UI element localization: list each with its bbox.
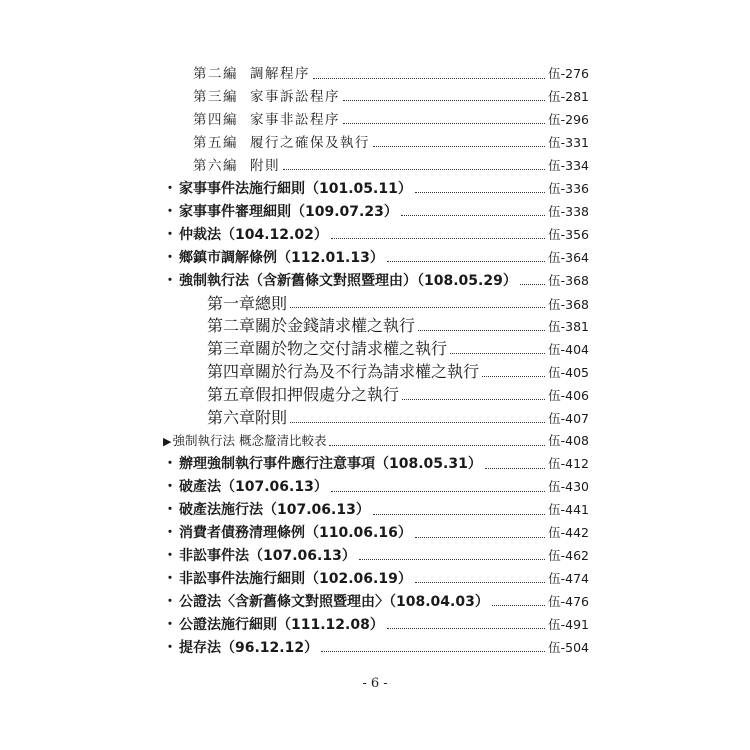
toc-entry-text: 關於物之交付請求權之執行 (255, 339, 448, 359)
dot-leader (415, 582, 545, 583)
bullet-icon: ・ (163, 525, 177, 541)
toc-entry-text: 強制執行法（含新舊條文對照暨理由）（108.05.29） (179, 272, 517, 289)
dot-leader (331, 238, 545, 239)
bullet-icon: ・ (163, 272, 177, 289)
toc-entry-page: 伍-364 (548, 249, 589, 265)
toc-entry-text: 家事事件審理細則（109.07.23） (179, 203, 398, 220)
dot-leader (373, 514, 545, 515)
toc-entry-page: 伍-405 (548, 365, 589, 381)
toc-entry (163, 270, 589, 292)
toc-entry-page: 伍-491 (548, 616, 589, 632)
toc-entry (193, 86, 589, 108)
toc-entry-page: 伍-381 (548, 319, 589, 335)
toc-entry-text: 總則 (255, 293, 288, 313)
toc-entry-title (163, 591, 489, 613)
bullet-icon: ・ (163, 502, 177, 519)
toc-entry-text: 提存法（96.12.12） (179, 639, 319, 656)
toc-entry-title (163, 522, 412, 544)
toc-entry-title (163, 545, 356, 567)
dot-leader (290, 422, 545, 423)
dot-leader (492, 605, 545, 606)
toc-entry-page: 伍-442 (548, 525, 589, 540)
toc-entry-title (193, 109, 340, 131)
dot-leader (343, 123, 545, 124)
toc-entry-text: 附則 (250, 157, 280, 174)
toc-entry-text: 關於金錢請求權之執行 (255, 316, 416, 336)
toc-entry (163, 247, 589, 269)
toc-entry-text: 非訟事件法（107.06.13） (179, 547, 356, 564)
dot-leader (321, 651, 545, 652)
toc-entry (193, 109, 589, 131)
toc-entry-title (207, 407, 287, 429)
toc-entry-number: 第二編 (193, 66, 238, 82)
toc-entry (207, 361, 589, 383)
toc-entry (193, 132, 589, 154)
toc-entry-title (193, 63, 310, 85)
toc-entry-page: 伍-404 (548, 342, 589, 358)
bullet-icon: ・ (163, 593, 177, 610)
toc-entry (163, 476, 589, 498)
toc-entry-number: 第六編 (193, 157, 238, 174)
toc-entry (163, 591, 589, 613)
toc-entry-text: 辦理強制執行事件應行注意事項（108.05.31） (179, 456, 482, 473)
toc-entry-number: 第四編 (193, 111, 238, 128)
toc-entry-number: 第五章 (207, 385, 256, 405)
toc-entry-page: 伍-476 (548, 593, 589, 609)
dot-leader (482, 376, 545, 377)
toc-entry-text: 鄉鎮市調解條例（112.01.13） (179, 249, 384, 266)
dot-leader (290, 307, 545, 308)
toc-entry-number: 第四章 (207, 362, 256, 382)
toc-entry-number: 第一章 (207, 293, 256, 313)
toc-entry-page: 伍-406 (548, 388, 589, 404)
bullet-icon: ・ (163, 203, 177, 220)
toc-entry (207, 315, 589, 337)
dot-leader (313, 78, 545, 79)
toc-entry (163, 614, 589, 636)
toc-entry-page: 伍-407 (548, 411, 589, 427)
dot-leader (329, 445, 545, 446)
toc-entry-text: 履行之確保及執行 (250, 134, 370, 151)
dot-leader (520, 284, 545, 285)
toc-entry-title (163, 430, 326, 453)
toc-entry-page: 伍-462 (548, 547, 589, 563)
toc-entry-text: 假扣押假處分之執行 (255, 385, 400, 405)
toc-entry-title (207, 384, 399, 406)
toc-entry (163, 224, 589, 246)
toc-entry (193, 155, 589, 177)
page-number: - 6 - (362, 676, 388, 691)
toc-entry-number: 第五編 (193, 134, 238, 151)
toc-entry-page: 伍-276 (548, 66, 589, 81)
dot-leader (450, 353, 545, 354)
toc-entry-text: 公證法〈含新舊條文對照暨理由〉（108.04.03） (179, 593, 489, 610)
toc-entry-title (193, 86, 340, 108)
toc-entry-text: 消費者債務清理條例（110.06.16） (179, 525, 412, 541)
bullet-icon: ・ (163, 456, 177, 473)
toc-entry (163, 522, 589, 544)
dot-leader (418, 330, 545, 331)
toc-entry-title (163, 614, 384, 636)
toc-entry-page: 伍-281 (548, 88, 589, 104)
dot-leader (283, 169, 545, 170)
bullet-icon: ・ (163, 570, 177, 587)
toc-entry-title (163, 637, 318, 659)
bullet-icon: ・ (163, 547, 177, 564)
toc-entry-title (163, 499, 370, 521)
toc-entry (163, 201, 589, 223)
toc-entry-page: 伍-408 (548, 433, 589, 449)
toc-entry (163, 453, 589, 475)
toc-entry-page: 伍-474 (548, 570, 589, 586)
toc-entry-page: 伍-338 (548, 203, 589, 219)
toc-entry-text: 強制執行法 概念釐清比較表 (172, 433, 327, 449)
toc-entry-text: 家事事件法施行細則（101.05.11） (179, 180, 412, 197)
toc-entry (207, 293, 589, 315)
dot-leader (387, 261, 545, 262)
toc-entry-page: 伍-356 (548, 226, 589, 242)
toc-entry-title (163, 568, 412, 590)
toc-entry (207, 407, 589, 429)
bullet-icon: ・ (163, 639, 177, 656)
bullet-icon: ・ (163, 226, 177, 243)
toc-entry-text: 調解程序 (250, 66, 310, 82)
toc-entry (207, 384, 589, 406)
toc-entry-text: 非訟事件法施行細則（102.06.19） (179, 570, 412, 587)
toc-entry-title (163, 178, 412, 200)
toc-entry-title (207, 293, 287, 315)
toc-entry-page: 伍-331 (548, 134, 589, 150)
dot-leader (343, 100, 545, 101)
arrow-bullet-icon: ▶ (163, 435, 172, 449)
toc-entry-title (193, 155, 280, 177)
toc-entry-title (163, 247, 384, 269)
dot-leader (359, 559, 545, 560)
toc-entry-page: 伍-430 (548, 479, 589, 495)
toc-entry-title (163, 201, 398, 223)
bullet-icon: ・ (163, 479, 177, 496)
toc-entry-title (193, 132, 370, 154)
toc-entry (163, 637, 589, 659)
toc-entry (163, 178, 589, 200)
toc-entry-title (207, 338, 447, 360)
dot-leader (401, 215, 545, 216)
toc-entry-page: 伍-368 (548, 296, 589, 312)
toc-entry-title (163, 476, 328, 498)
dot-leader (415, 537, 545, 538)
toc-entry (193, 63, 589, 85)
toc-entry-text: 破產法施行法（107.06.13） (179, 502, 370, 519)
toc-entry-number: 第三章 (207, 339, 256, 359)
toc-entry (163, 499, 589, 521)
toc-entry-number: 第二章 (207, 316, 256, 336)
toc-entry (163, 430, 589, 452)
toc-entry-page: 伍-336 (548, 180, 589, 196)
toc-entry-text: 附則 (255, 408, 288, 428)
toc-entry-page: 伍-504 (548, 639, 589, 655)
toc-entry-text: 關於行為及不行為請求權之執行 (255, 362, 480, 382)
toc-entry-title (163, 270, 517, 292)
toc-entry-page: 伍-441 (548, 502, 589, 518)
dot-leader (373, 146, 545, 147)
toc-entry (207, 338, 589, 360)
bullet-icon: ・ (163, 616, 177, 633)
dot-leader (387, 628, 545, 629)
toc-entry-title (207, 315, 415, 337)
bullet-icon: ・ (163, 249, 177, 266)
toc-entry-title (163, 224, 328, 246)
toc-entry-text: 家事非訟程序 (250, 111, 340, 128)
toc-entry-title (163, 453, 482, 475)
bullet-icon: ・ (163, 180, 177, 197)
toc-entry-number: 第三編 (193, 88, 238, 105)
toc-entry-text: 仲裁法（104.12.02） (179, 226, 328, 243)
toc-entry (163, 568, 589, 590)
toc-entry-number: 第六章 (207, 408, 256, 428)
toc-entry-text: 公證法施行細則（111.12.08） (179, 616, 384, 633)
dot-leader (485, 468, 545, 469)
toc-entry-text: 家事訴訟程序 (250, 88, 340, 105)
toc-entry (163, 545, 589, 567)
toc-entry-text: 破產法（107.06.13） (179, 479, 328, 496)
toc-entry-page: 伍-368 (548, 272, 589, 288)
dot-leader (415, 192, 545, 193)
toc-entry-page: 伍-296 (548, 111, 589, 127)
dot-leader (402, 399, 545, 400)
toc-entry-page: 伍-334 (548, 157, 589, 173)
toc-entry-page: 伍-412 (548, 456, 589, 472)
dot-leader (331, 491, 545, 492)
toc-entry-title (207, 361, 479, 383)
